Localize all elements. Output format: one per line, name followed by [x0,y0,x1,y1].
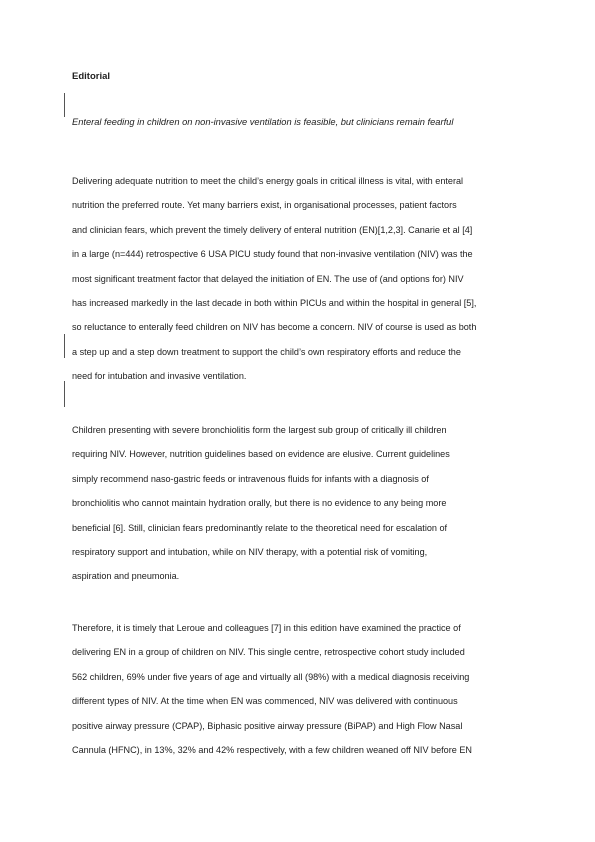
text-line: beneficial [6]. Still, clinician fears predominantly relate to the theoretical need for escalation of [72,522,448,533]
text-line: different types of NIV. At the time when EN was commenced, NIV was delivered with continuous [72,696,458,707]
text-line: simply recommend naso-gastric feeds or intravenous fluids for infants with a diagnosis of [72,473,429,484]
text-line: nutrition the preferred route. Yet many barriers exist, in organisational processes, patient factors [72,200,457,211]
section-heading: Editorial [72,71,111,82]
text-line: bronchiolitis who cannot maintain hydration orally, but there is no evidence to any being more [72,498,447,509]
text-line: most significant treatment factor that delayed the initiation of EN. The use of (and options for) NIV [72,273,464,284]
revision-bar [64,334,65,358]
text-line: Cannula (HFNC), in 13%, 32% and 42% respectively, with a few children weaned off NIV before EN [72,744,472,755]
paragraph-3 [72,621,472,767]
text-line: has increased markedly in the last decade in both within PICUs and within the hospital in general [5], [72,297,477,308]
article-title: Enteral feeding in children on non-invasive ventilation is feasible, but clinicians remain fearful [72,117,454,127]
text-line: requiring NIV. However, nutrition guidelines based on evidence are elusive. Current guidelines [72,449,450,460]
text-line: in a large (n=444) retrospective 6 USA PICU study found that non-invasive ventilation (NIV) was the [72,249,473,260]
text-line: Therefore, it is timely that Leroue and colleagues [7] in this edition have examined the practice of [72,623,461,633]
text-line: delivering EN in a group of children on NIV. This single centre, retrospective cohort study included [72,647,465,658]
revision-bar [64,93,65,117]
paragraph-2 [72,423,450,594]
revision-bar [64,381,65,407]
text-line: respiratory support and intubation, while on NIV therapy, with a potential risk of vomiting, [72,546,428,557]
text-line: aspiration and pneumonia. [72,571,180,582]
text-line: and clinician fears, which prevent the timely delivery of enteral nutrition (EN)[1,2,3]. Canarie et al [4] [72,224,473,235]
text-line: need for intubation and invasive ventilation. [72,371,247,382]
text-line: 562 children, 69% under five years of age and virtually all (98%) with a medical diagnosis receiving [72,671,470,682]
text-line: a step up and a step down treatment to support the child’s own respiratory efforts and reduce the [72,346,461,357]
text-line: Children presenting with severe bronchiolitis form the largest sub group of critically ill children [72,425,447,435]
text-line: Delivering adequate nutrition to meet the child’s energy goals in critical illness is vital, with enteral [72,176,464,186]
text-line: positive airway pressure (CPAP), Biphasic positive airway pressure (BiPAP) and High Flow Nasal [72,720,463,731]
paragraph-1 [72,174,476,394]
text-line: so reluctance to enterally feed children on NIV has become a concern. NIV of course is used as both [72,322,477,333]
